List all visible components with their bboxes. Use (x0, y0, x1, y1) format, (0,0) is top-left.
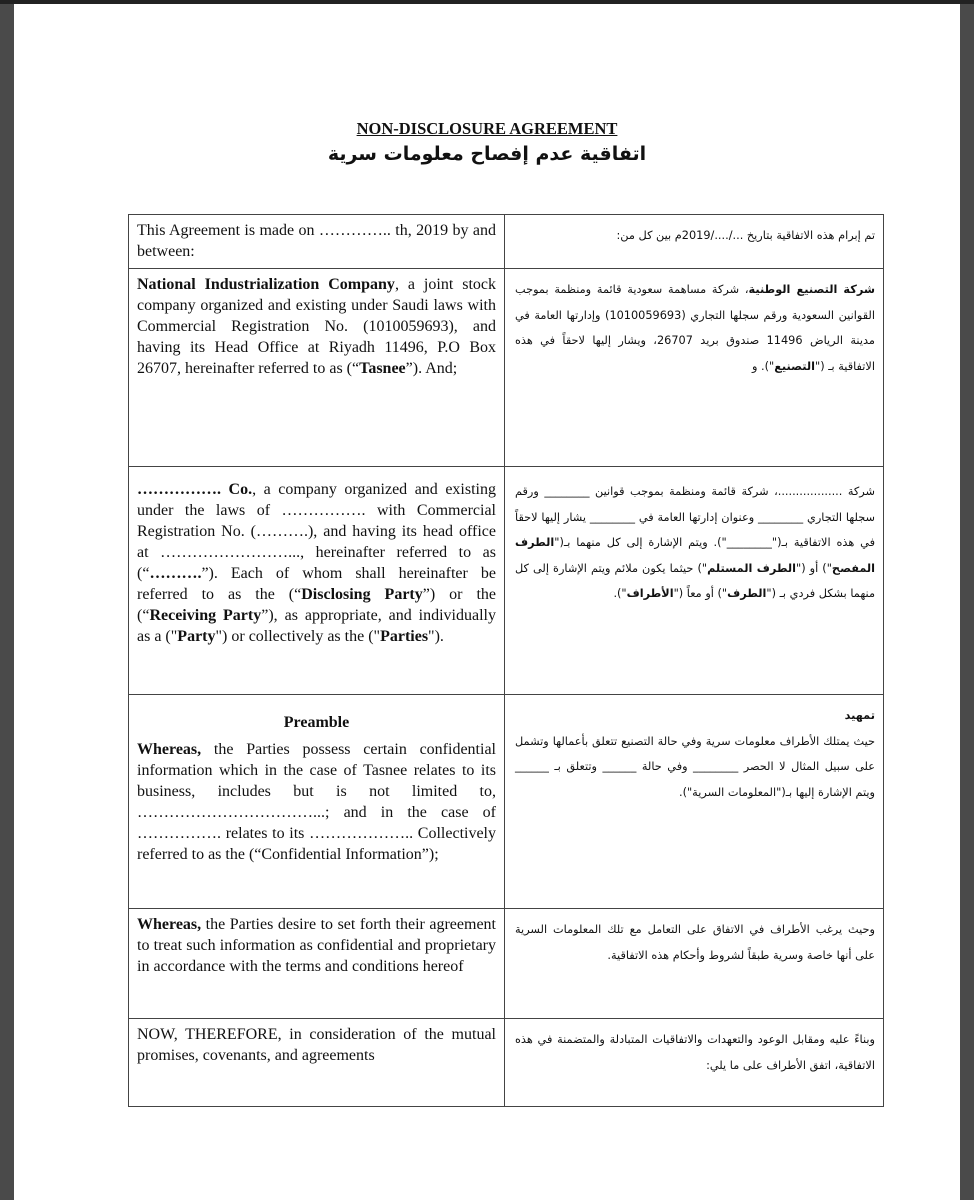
party2-name: ……………. Co. (137, 481, 253, 498)
whereas2-text-ar: وحيث يرغب الأطراف في الاتفاق على التعامل مع تلك المعلومات السرية على أنها خاصة وسرية طبقاً لشروط وأحكام هذه الاتفاقية. (515, 923, 875, 962)
party2-text1-ar: شركة ..................، شركة قائمة ومنظمة بموجب قوانين ________ ورقم سجلها التجاري ________ وعنوان إدارتها العامة في ________ يشار إليها لاحقاً في هذه الاتفاقية بـ("________"). ويتم الإشارة إلى كل منهما بـ(" (515, 485, 875, 549)
receiving-party-ar: الطرف المستلم (707, 561, 796, 575)
party2-english (129, 467, 505, 695)
party1-end: ”). And; (405, 360, 458, 377)
whereas2-arabic (505, 909, 884, 1019)
disclosing-party-term: Disclosing Party (301, 586, 423, 603)
preamble-text: the Parties possess certain confidential information which in the case of Tasnee relates to its business, includes but is not limited to, ……………………………...; and in the case of ……………. relates to its ……………….. Collectively referred to as the (“Confidential Information”); (137, 741, 496, 863)
party2-text4: ”), as appropriate, and individually as a (" (137, 607, 496, 645)
party2-text6: "). (428, 628, 444, 645)
table-row (129, 695, 884, 909)
now-therefore-text: NOW, THEREFORE, in consideration of the mutual promises, covenants, and agreements (137, 1026, 496, 1064)
agreement-table (128, 214, 884, 1107)
party2-text3-ar: ") حيثما يكون ملائم ويتم الإشارة إلى كل منهما بشكل فردي بـ (" (515, 561, 875, 600)
receiving-party-term: Receiving Party (149, 607, 262, 624)
party1-short-ar: التصنيع (774, 359, 815, 373)
party2-text4-ar: ") أو معاً (" (673, 587, 728, 600)
preamble-heading: Preamble (283, 714, 350, 731)
document-page (14, 4, 960, 1200)
title-arabic: اتفاقية عدم إفصاح معلومات سرية (327, 143, 647, 165)
disclosing-party-ar: الطرف المفصح (515, 536, 876, 575)
party1-name: National Industrialization Company (137, 276, 395, 293)
party2-text5-ar: "). (613, 587, 627, 600)
preamble-text-ar: حيث يمتلك الأطراف معلومات سرية وفي حالة التصنيع تتعلق بأعمالها وتشمل على سبيل المثال لا الحصر ________ وفي حالة ______ وتتعلق بـ ______ ويتم الإشارة إليها بـ("المعلومات السرية"). (515, 734, 875, 799)
party1-arabic (505, 269, 884, 467)
intro-english (129, 215, 505, 269)
now-therefore-text-ar: وبناءً عليه ومقابل الوعود والتعهدات والاتفاقيات المتبادلة والمتضمنة في هذه الاتفاقية، اتفق الأطراف على ما يلي: (515, 1033, 875, 1072)
preamble-arabic (505, 695, 884, 909)
intro-english-text: This Agreement is made on ………….. th, 2019 by and between: (137, 222, 496, 260)
party-ar: الطرف (727, 587, 767, 600)
party1-english (129, 269, 505, 467)
intro-arabic-text: تم إبرام هذه الاتفاقية بتاريخ .../..../2019م بين كل من: (616, 229, 875, 242)
party1-text-ar: ، شركة مساهمة سعودية قائمة ومنظمة بموجب القوانين السعودية ورقم سجلها التجاري (1010059693) وإدارتها العامة في مدينة الرياض 11496 صندوق بريد 26707، ويشار إليها لاحقاً في هذه الاتفاقية بـ (" (515, 283, 875, 373)
preamble-heading-ar: تمهيد (844, 709, 875, 722)
table-row (129, 909, 884, 1019)
title-english: NON-DISCLOSURE AGREEMENT (356, 119, 618, 138)
whereas-label: Whereas, (137, 916, 202, 933)
party2-text3: ”) or the (“ (137, 586, 496, 624)
whereas2-text: the Parties desire to set forth their agreement to treat such information as confidential and proprietary in accordance with the terms and conditions hereof (137, 916, 496, 975)
whereas-label: Whereas, (137, 741, 202, 758)
party2-text2: ”). Each of whom shall hereinafter be referred to as the (“ (137, 565, 496, 603)
party2-text5: ") or collectively as the (" (215, 628, 381, 645)
party2-short: ………. (149, 565, 202, 582)
party2-text2-ar: ") أو (" (796, 561, 832, 575)
party1-text: , a joint stock company organized and existing under Saudi laws with Commercial Registration No. (1010059693), and having its Head Office at Riyadh 11496, P.O Box 26707, hereinafter referred to as (“ (137, 276, 496, 377)
party-term: Party (177, 628, 216, 645)
party2-text1: , a company organized and existing under the laws of ……………. with Commercial Registration No. (……….), and having its head office at ……………………..., hereinafter referred to as (“ (137, 481, 496, 582)
whereas2-english (129, 909, 505, 1019)
now-therefore-arabic (505, 1019, 884, 1107)
table-row (129, 1019, 884, 1107)
parties-ar: الأطراف (626, 587, 674, 600)
parties-term: Parties (380, 628, 429, 645)
table-row (129, 269, 884, 467)
now-therefore-english (129, 1019, 505, 1107)
table-row (129, 215, 884, 269)
party2-arabic (505, 467, 884, 695)
party1-short-name: Tasnee (359, 360, 406, 377)
intro-arabic (505, 215, 884, 269)
party1-end-ar: "). و (751, 359, 775, 373)
table-row (129, 467, 884, 695)
preamble-english (129, 695, 505, 909)
party1-name-ar: شركة التصنيع الوطنية (748, 283, 875, 296)
